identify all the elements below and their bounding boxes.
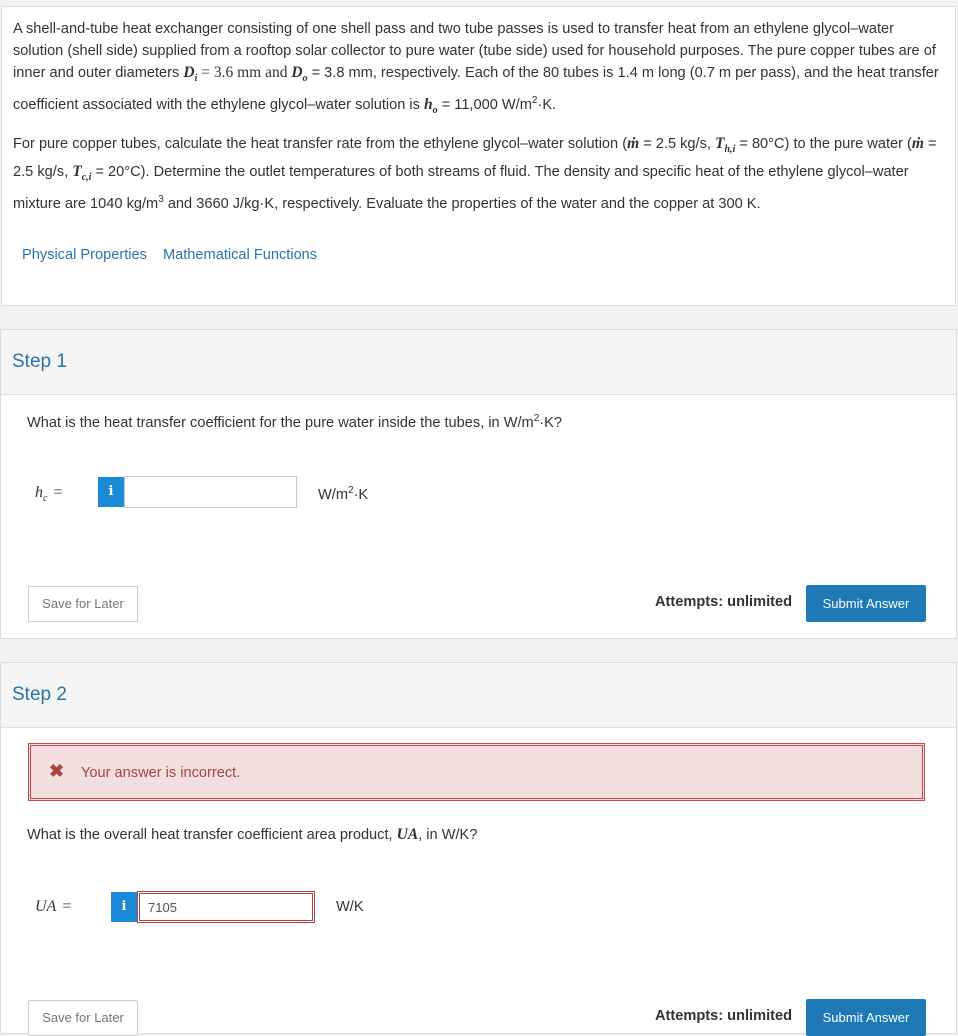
problem-paragraph-1 (13, 19, 943, 122)
save-for-later-button[interactable]: Save for Later (28, 1000, 138, 1036)
density-unit-exponent: 3 (158, 193, 164, 205)
step-2-question: What is the overall heat transfer coefficient area product, UA, in W/K? (27, 826, 478, 843)
step-2-header (1, 663, 956, 728)
submit-answer-button[interactable]: Submit Answer (806, 999, 926, 1036)
ho-unit-exponent: 2 (531, 95, 538, 107)
info-icon[interactable]: i (98, 477, 124, 507)
mathematical-functions-link[interactable]: Mathematical Functions (162, 247, 318, 263)
mass-flow-symbol-hot: ṁ (627, 135, 640, 152)
hc-label: $h_c$ = (35, 484, 63, 505)
mass-flow-symbol-cold: ṁ (911, 135, 924, 152)
error-x-icon: ✖ (49, 761, 65, 781)
problem-paragraph-2 (13, 133, 943, 215)
alert-message: Your answer is incorrect. (81, 765, 241, 781)
thi-value: = 80°C) to the pure water ( (735, 136, 912, 152)
hot-flow-value: = 2.5 kg/s, (639, 136, 715, 152)
ho-value: = 11,000 W/m (437, 97, 532, 114)
ua-input[interactable] (137, 891, 315, 923)
incorrect-answer-alert (28, 743, 925, 801)
outer-diameter-symbol: $D_o$ (291, 64, 308, 85)
attempts-label: Attempts: unlimited (655, 1008, 793, 1024)
inner-diameter-value: = 3.6 mm and (197, 64, 292, 82)
hc-unit: $W/m^2\cdot K$ (318, 485, 369, 503)
problem-text: A shell-and-tube heat exchanger consisting of one shell pass and two tube passes is used to transfer heat from an ethylene glycol–water solution (shell side) supplied from a rooftop solar collector to pure water (tube side) used for household purposes. The pure copper tubes are of inner and outer diameters (13, 21, 936, 82)
tci-symbol: $T_{c,i}$ (72, 162, 92, 183)
resource-links (22, 247, 329, 263)
step-1-header (1, 330, 956, 395)
step-1-title: Step 1 (12, 351, 67, 372)
step-2-title: Step 2 (12, 684, 67, 705)
outer-diameter-value: = 3.8 mm, respectively. Each of the 80 tubes is 1.4 m long (0.7 m per pass), and the heat transfer coefficient associated with the ethylene glycol–water solution is (13, 65, 939, 114)
thi-symbol: $T_{h,i}$ (715, 135, 736, 156)
ua-label: UA = (35, 898, 72, 915)
info-icon[interactable]: i (111, 892, 137, 922)
ho-symbol: $h_o$ (424, 96, 438, 117)
attempts-label: Attempts: unlimited (655, 594, 793, 610)
tci-value: = 20°C). Determine the outlet temperatures of both streams of fluid. The density and specific heat of the ethylene glycol–water mixture are 1040 kg/m (13, 163, 909, 212)
problem-text-end: and 3660 J/kg·K, respectively. Evaluate the properties of the water and the copper at 300 K. (163, 195, 761, 212)
ho-unit-end: ·K. (537, 97, 557, 114)
ua-unit: W/K (336, 899, 364, 915)
step-1-card (0, 329, 957, 639)
problem-text-2: For pure copper tubes, calculate the heat transfer rate from the ethylene glycol–water solution ( (13, 136, 628, 152)
submit-answer-button[interactable]: Submit Answer (806, 585, 926, 622)
step-1-question: What is the heat transfer coefficient for the pure water inside the tubes, in $W/m^2\cdot K$? (27, 413, 562, 431)
step-2-card (0, 662, 957, 1034)
hc-input[interactable] (124, 476, 297, 508)
inner-diameter-symbol: $D_i$ (183, 64, 198, 85)
cold-flow-value: = 2.5 kg/s, (13, 136, 937, 180)
problem-card (1, 6, 956, 306)
save-for-later-button[interactable]: Save for Later (28, 586, 138, 622)
physical-properties-link[interactable]: Physical Properties (22, 247, 147, 263)
